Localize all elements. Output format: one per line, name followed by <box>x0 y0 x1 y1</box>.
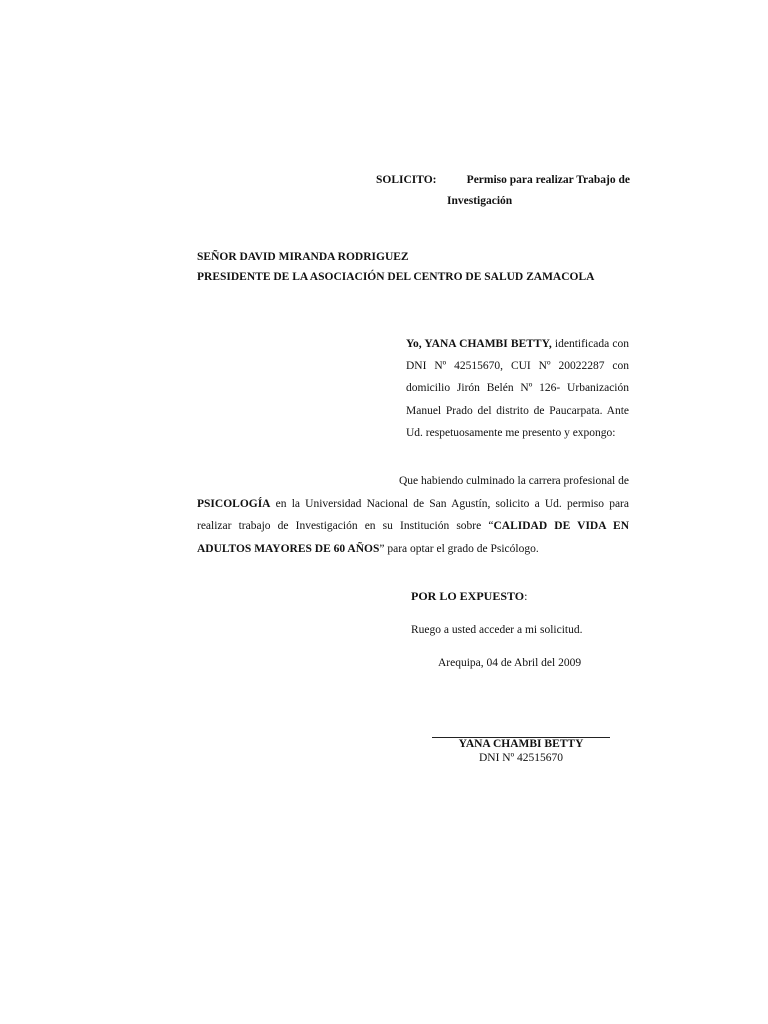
addressee-name: SEÑOR DAVID MIRANDA RODRIGUEZ <box>197 251 409 263</box>
closing-request: Ruego a usted acceder a mi solicitud. <box>411 624 583 636</box>
subject-text-line-2: Investigación <box>447 195 513 207</box>
request-text-3: ” para optar el grado de Psicólogo. <box>379 542 539 555</box>
addressee-block <box>197 247 637 287</box>
place-date: Arequipa, 04 de Abril del 2009 <box>438 657 582 669</box>
expuesto-text: POR LO EXPUESTO <box>411 589 525 603</box>
request-paragraph <box>197 470 629 560</box>
addressee-title: PRESIDENTE DE LA ASOCIACIÓN DEL CENTRO DE SALUD ZAMACOLA <box>197 271 595 283</box>
identification-paragraph <box>406 333 629 444</box>
applicant-name: Yo, YANA CHAMBI BETTY, <box>406 338 552 350</box>
identification-text: identificada con DNI Nº 42515670, CUI Nº 20022287 con domicilio Jirón Belén Nº 126- Urbanización Manuel Prado del distrito de Paucarpata. Ante Ud. respetuosamente me presento y expongo: <box>406 338 629 439</box>
research-topic: CALIDAD DE VIDA EN ADULTOS MAYORES DE 60 AÑOS <box>197 520 630 555</box>
subject-row-1 <box>376 170 630 191</box>
subject-text-line-1: Permiso para realizar Trabajo de <box>466 174 630 186</box>
request-text-1: Que habiendo culminado la carrera profesional de <box>399 475 629 487</box>
expuesto-colon: : <box>524 589 528 603</box>
subject-label: SOLICITO: <box>376 174 437 186</box>
request-text-2: en la Universidad Nacional de San Agustín, solicito a Ud. permiso para realizar trabajo de Investigación en su Institución sobre “ <box>197 497 629 532</box>
signatory-dni: DNI Nº 42515670 <box>478 752 564 764</box>
signatory-name: YANA CHAMBI BETTY <box>458 738 584 750</box>
career-name: PSICOLOGÍA <box>197 497 271 510</box>
closing-heading <box>411 589 527 604</box>
subject-block <box>376 170 630 212</box>
